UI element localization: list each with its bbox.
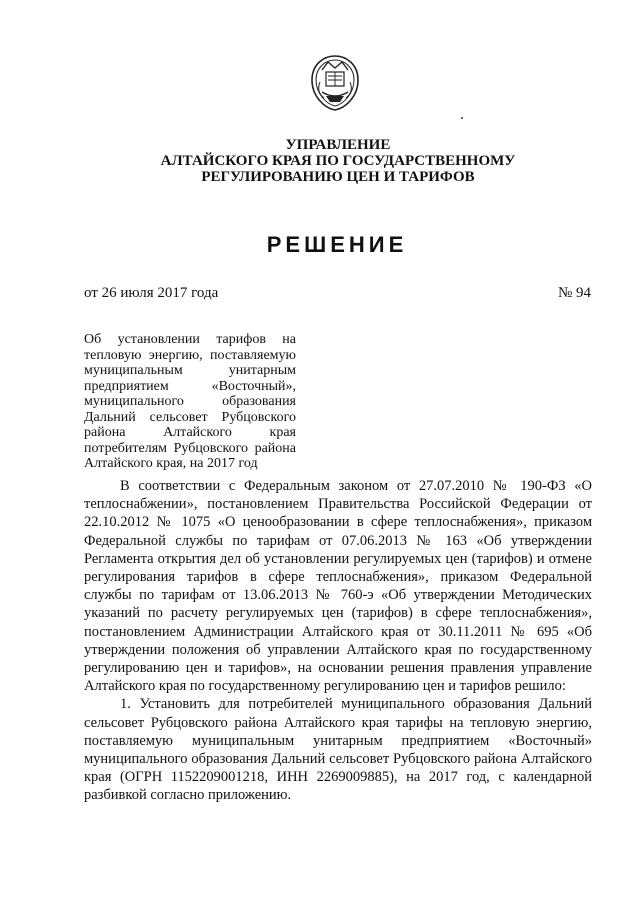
header-line-2: АЛТАЙСКОГО КРАЯ ПО ГОСУДАРСТВЕННОМУ [160,153,516,169]
header-line-1: УПРАВЛЕНИЕ [285,137,391,153]
body-paragraph-1: В соответствии с Федеральным законом от 27.07.2010 № 190-ФЗ «О теплоснабжении», постановлением Правительства Российской Федерации от 22.10.2012 № 1075 «О ценообразовании в сфере теплоснабжения», приказом Федеральной службы по тарифам от 07.06.2013 № 163 «Об утверждении Регламента открытия дел об установлении регулируемых цен (тарифов) и отмене регулирования тарифов в сфере теплоснабжения», приказом Федеральной службы по тарифам от 13.06.2013 № 760-э «Об утверждении Методических указаний по расчету регулируемых цен (тарифов) в сфере теплоснабжения», постановлением Администрации Алтайского края от 30.11.2011 № 695 «Об утверждении положения об управлении Алтайского края по государственному регулированию цен и тарифов», на основании решения правления управление Алтайского края по государственному регулированию цен и тарифов решило: [84,478,592,695]
coat-of-arms-emblem [306,52,364,114]
document-number: № 94 [557,285,591,301]
document-body [84,477,592,805]
document-title: РЕШЕНИЕ [266,232,408,257]
body-paragraph-2: 1. Установить для потребителей муниципального образования Дальний сельсовет Рубцовского района Алтайского края тарифы на тепловую энергию, поставляемую муниципальным унитарным предприятием «Восточный» муниципального образования Дальний сельсовет Рубцовского района Алтайского края (ОГРН 1152209001218, ИНН 2269009885), на 2017 год, с календарной разбивкой согласно приложению. [84,696,592,804]
document-subject: Об установлении тарифов на тепловую энергию, поставляемую муниципальным унитарным предприятием «Восточный», муниципального образования Дальний сельсовет Рубцовского района Алтайского края потребителям Рубцовского района Алтайского края, на 2017 год [84,332,296,471]
issuer-header [0,137,640,185]
scan-speck [461,117,463,119]
document-date: от 26 июля 2017 года [84,285,219,301]
header-line-3: РЕГУЛИРОВАНИЮ ЦЕН И ТАРИФОВ [201,169,475,185]
